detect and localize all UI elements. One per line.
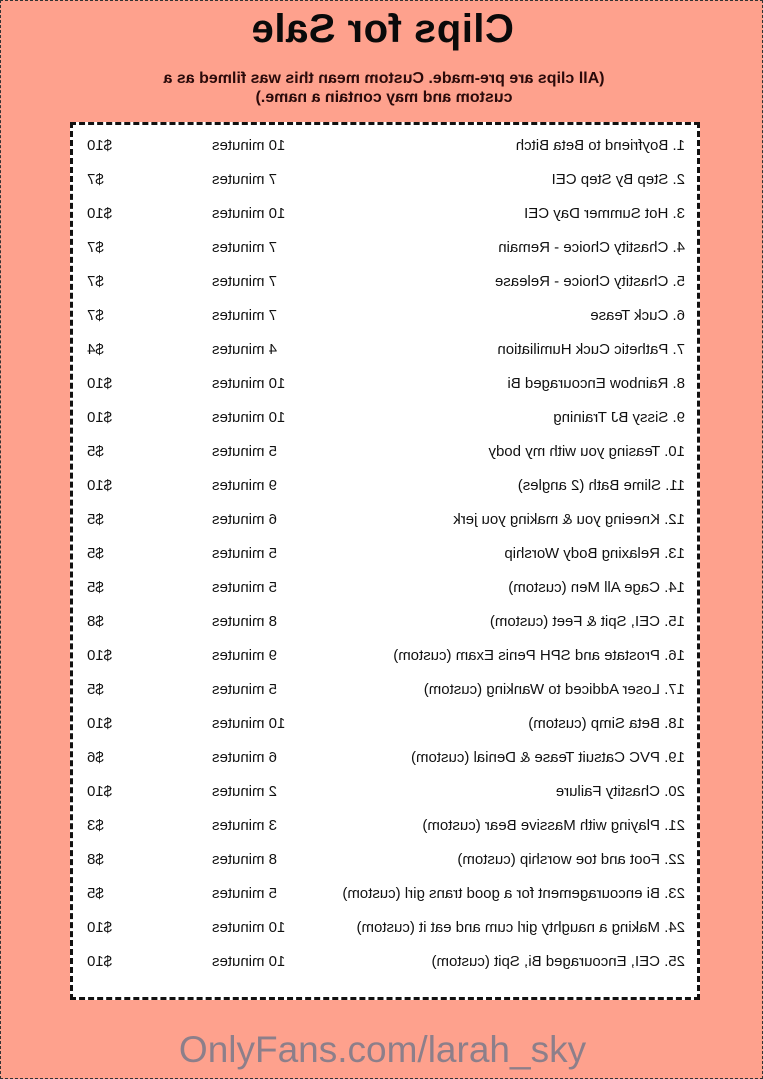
clip-duration: 8 minutes	[212, 613, 278, 630]
clip-title: 22. Foot and toe worship (custom)	[457, 851, 685, 868]
list-item	[73, 403, 697, 433]
clip-duration: 10 minutes	[212, 715, 286, 732]
mirrored-content	[1, 1, 763, 1079]
clip-title: 9. Sissy BJ Training	[553, 409, 685, 426]
clip-duration: 10 minutes	[212, 409, 286, 426]
clip-price: $5	[87, 681, 104, 698]
clip-title: 11. Slime Bath (2 angles)	[517, 477, 685, 494]
clip-title: 4. Chastity Choice - Remain	[498, 239, 685, 256]
clip-title: 13. Relaxing Body Worship	[504, 545, 685, 562]
list-item	[73, 641, 697, 671]
clip-title: 18. Beta Simp (custom)	[528, 715, 685, 732]
list-item	[73, 811, 697, 841]
clip-duration: 6 minutes	[212, 749, 278, 766]
clip-title: 15. CEI, Spit & Feet (custom)	[489, 613, 685, 630]
clip-price: $10	[87, 715, 113, 732]
clip-title: 7. Pathetic Cuck Humiliation	[497, 341, 685, 358]
clips-list	[70, 122, 700, 1000]
clip-duration: 8 minutes	[212, 851, 278, 868]
clip-price: $8	[87, 613, 104, 630]
clip-title: 21. Playing with Massive Bear (custom)	[422, 817, 685, 834]
list-item	[73, 471, 697, 501]
clip-price: $5	[87, 511, 104, 528]
clip-duration: 5 minutes	[212, 579, 278, 596]
clip-duration: 9 minutes	[212, 477, 278, 494]
clip-duration: 10 minutes	[212, 919, 286, 936]
list-item	[73, 913, 697, 943]
clip-price: $3	[87, 817, 104, 834]
clip-price: $10	[87, 783, 113, 800]
clip-duration: 5 minutes	[212, 885, 278, 902]
clip-price: $8	[87, 851, 104, 868]
clip-duration: 4 minutes	[212, 341, 278, 358]
clip-price: $10	[87, 953, 113, 970]
clip-price: $7	[87, 307, 104, 324]
list-item	[73, 165, 697, 195]
page-title: Clips for Sale	[251, 7, 514, 51]
clip-price: $10	[87, 477, 113, 494]
clip-duration: 5 minutes	[212, 443, 278, 460]
clip-price: $6	[87, 749, 104, 766]
clip-price: $10	[87, 205, 113, 222]
clip-title: 14. Cage All Men (custom)	[508, 579, 685, 596]
clip-title: 25. CEI, Encouraged Bi, Spit (custom)	[431, 953, 685, 970]
clip-price: $5	[87, 885, 104, 902]
clip-price: $5	[87, 443, 104, 460]
clip-duration: 10 minutes	[212, 137, 286, 154]
clip-price: $7	[87, 239, 104, 256]
clip-title: 6. Cuck Tease	[590, 307, 685, 324]
list-item	[73, 335, 697, 365]
list-item	[73, 675, 697, 705]
clip-duration: 10 minutes	[212, 953, 286, 970]
clip-title: 2. Step By Step CEI	[551, 171, 685, 188]
page-subtitle: (All clips are pre-made. Custom mean this was filmed as a custom and may contain a name.)	[163, 70, 605, 106]
clip-duration: 2 minutes	[212, 783, 278, 800]
list-item	[73, 199, 697, 229]
clip-duration: 10 minutes	[212, 375, 286, 392]
list-item	[73, 267, 697, 297]
clip-price: $10	[87, 919, 113, 936]
list-item	[73, 947, 697, 977]
list-item	[73, 573, 697, 603]
clip-title: 5. Chastity Choice - Release	[494, 273, 685, 290]
clip-title: 10. Teasing you with my body	[488, 443, 685, 460]
clip-title: 16. Prostate and SPH Penis Exam (custom)	[393, 647, 685, 664]
list-item	[73, 709, 697, 739]
clip-duration: 9 minutes	[212, 647, 278, 664]
clip-price: $5	[87, 579, 104, 596]
clip-title: 23. Bi encouragement for a good trans girl (custom)	[342, 885, 685, 902]
clip-duration: 7 minutes	[212, 171, 278, 188]
clip-duration: 5 minutes	[212, 681, 278, 698]
clip-title: 24. Making a naughty girl cum and eat it (custom)	[356, 919, 685, 936]
clip-price: $10	[87, 137, 113, 154]
clip-price: $4	[87, 341, 104, 358]
clip-duration: 6 minutes	[212, 511, 278, 528]
list-item	[73, 879, 697, 909]
list-item	[73, 301, 697, 331]
list-item	[73, 437, 697, 467]
clip-duration: 7 minutes	[212, 273, 278, 290]
list-item	[73, 505, 697, 535]
clip-duration: 10 minutes	[212, 205, 286, 222]
clip-duration: 3 minutes	[212, 817, 278, 834]
clip-title: 17. Loser Addiced to Wanking (custom)	[423, 681, 685, 698]
clip-price: $10	[87, 647, 113, 664]
clip-price: $5	[87, 545, 104, 562]
list-item	[73, 539, 697, 569]
clip-title: 3. Hot Summer Day CEI	[524, 205, 685, 222]
list-item	[73, 743, 697, 773]
clip-price: $7	[87, 273, 104, 290]
clip-duration: 5 minutes	[212, 545, 278, 562]
list-item	[73, 369, 697, 399]
list-item	[73, 233, 697, 263]
clip-title: 20. Chastity Failure	[555, 783, 685, 800]
clip-title: 12. Kneeing you & making you jerk	[453, 511, 685, 528]
watermark: OnlyFans.com/larah_sky	[178, 1029, 587, 1070]
clip-duration: 7 minutes	[212, 239, 278, 256]
clip-title: 8. Rainbow Encouraged Bi	[507, 375, 685, 392]
list-item	[73, 607, 697, 637]
list-item	[73, 845, 697, 875]
clip-duration: 7 minutes	[212, 307, 278, 324]
clip-title: 19. PVC Catsuit Tease & Denial (custom)	[410, 749, 685, 766]
clip-price: $7	[87, 171, 104, 188]
clip-price: $10	[87, 375, 113, 392]
clip-price: $10	[87, 409, 113, 426]
list-item	[73, 131, 697, 161]
clip-title: 1. Boyfriend to Beta Bitch	[515, 137, 685, 154]
list-item	[73, 777, 697, 807]
